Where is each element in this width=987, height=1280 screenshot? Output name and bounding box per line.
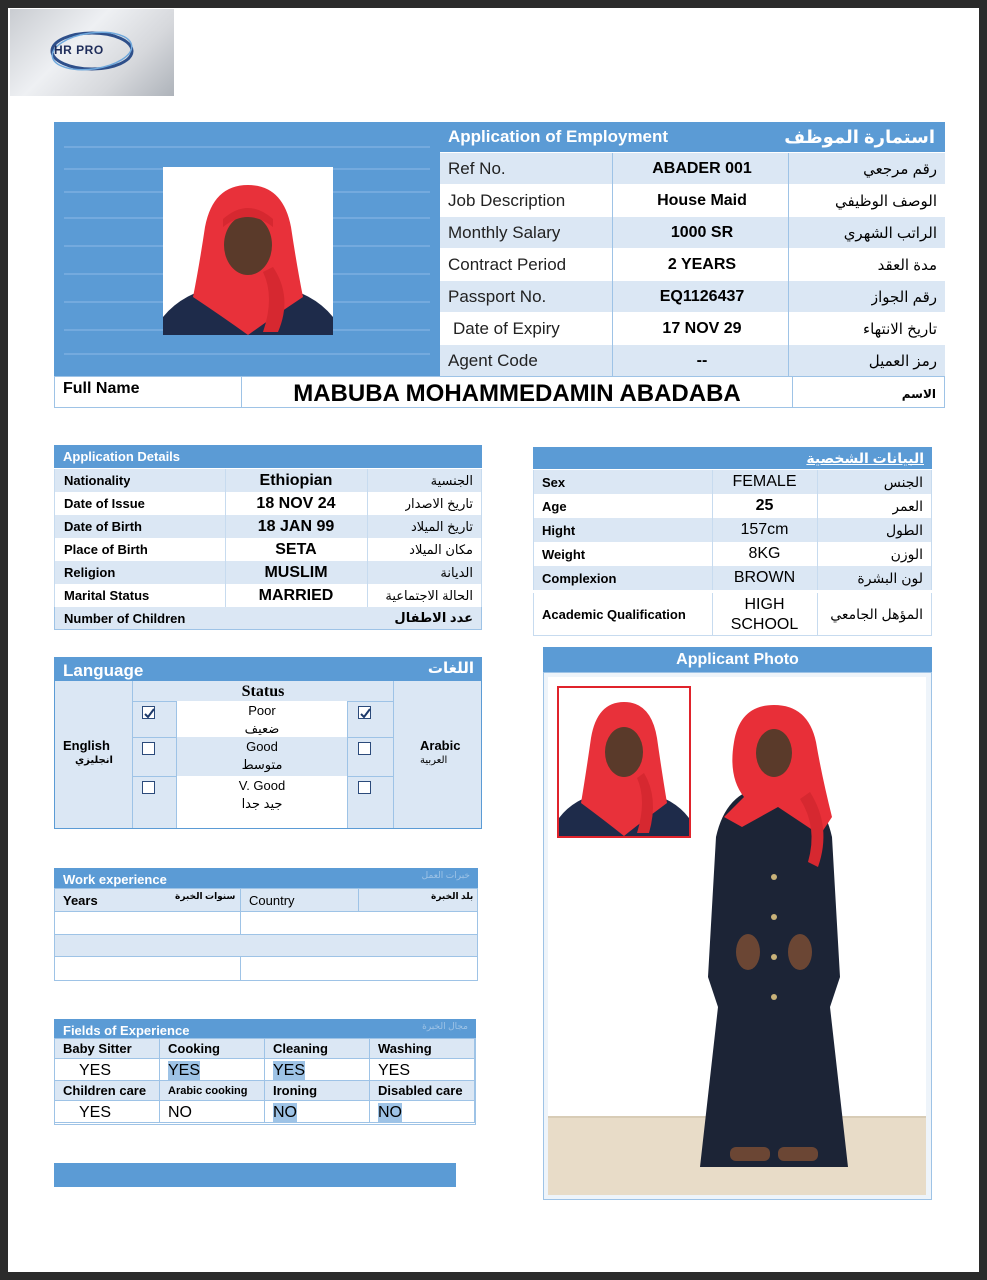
header-row-expiry (440, 313, 945, 344)
applicant-photo-frame (543, 672, 932, 1200)
logo-text: HR PRO (54, 43, 104, 57)
agent-code-label: Agent Code (448, 350, 538, 370)
job-description-label-ar: الوصف الوظيفي (835, 192, 937, 210)
work-experience-title: Work experience (63, 871, 167, 887)
applicant-photo-title: Applicant Photo (676, 650, 799, 668)
work-experience-title-ar: خبرات العمل (421, 869, 470, 880)
hr-pro-logo (10, 9, 174, 96)
english-label-ar: انجليزي (75, 755, 113, 766)
personal-row (533, 518, 932, 542)
field-label: Cooking (168, 1041, 220, 1056)
field-value: YES (79, 1104, 112, 1121)
detail-divider (367, 515, 368, 538)
detail-divider (367, 538, 368, 561)
work-row-1 (55, 911, 477, 912)
level-label-ar: ضعيف (244, 721, 280, 736)
detail-row (54, 584, 482, 607)
detail-label: Nationality (64, 473, 131, 488)
detail-divider (367, 469, 368, 492)
status-header: Status (241, 683, 285, 700)
country-header-ar: بلد الخبرة (431, 890, 474, 901)
application-details-title: Application Details (63, 449, 181, 464)
applicant-portrait (163, 167, 333, 335)
field-value: NO (273, 1104, 297, 1121)
detail-value: 18 NOV 24 (256, 494, 336, 512)
header-title-ar: استمارة الموظف (784, 126, 935, 147)
full-name-divider-2 (792, 377, 793, 407)
detail-label: Date of Birth (64, 519, 142, 534)
ref-no-value: ABADER 001 (652, 159, 752, 177)
field-label-cell (265, 1081, 370, 1100)
detail-label-ar: الجنسية (430, 472, 473, 488)
contract-period-value: 2 YEARS (667, 255, 737, 273)
personal-data-title-bar (533, 447, 932, 469)
personal-label: Weight (542, 546, 586, 562)
personal-row (533, 566, 932, 590)
detail-label: Marital Status (64, 588, 150, 603)
personal-label-ar: الجنس (883, 473, 923, 490)
full-name-value: MABUBA MOHAMMEDAMIN ABADABA (293, 380, 741, 407)
field-value-cell (265, 1058, 370, 1081)
check-icon (359, 707, 372, 720)
english-level-checkbox[interactable] (142, 742, 155, 755)
language-title: Language (63, 660, 144, 680)
full-name-label-ar: الاسم (901, 387, 936, 401)
arabic-cell (393, 681, 481, 828)
detail-row (54, 492, 482, 515)
field-label: Arabic cooking (168, 1084, 248, 1097)
field-value: NO (168, 1104, 192, 1121)
detail-divider (367, 584, 368, 607)
detail-label-ar: تاريخ الاصدار (404, 495, 473, 511)
field-value-cell (55, 1100, 160, 1123)
header-row-passport (440, 281, 945, 312)
level-label-ar: جيد جدا (241, 796, 283, 811)
english-label: English (63, 738, 110, 753)
field-label-cell (55, 1081, 160, 1100)
header-row-ref (440, 153, 945, 184)
level-label-ar: متوسط (241, 757, 283, 772)
personal-value: 8KG (748, 545, 781, 562)
language-table (55, 681, 481, 828)
header-divider-2 (788, 153, 789, 376)
english-level-checkbox[interactable] (142, 781, 155, 794)
field-label-cell (55, 1039, 160, 1058)
full-name-row (54, 376, 945, 408)
job-description-label: Job Description (448, 190, 566, 210)
fields-title-bar (54, 1019, 476, 1038)
detail-label-ar: الحالة الاجتماعية (385, 587, 473, 603)
personal-label: Hight (542, 522, 576, 538)
personal-label: Age (542, 498, 567, 514)
personal-label-ar: الطول (885, 521, 923, 538)
contract-period-label: Contract Period (448, 254, 567, 274)
years-header: Years (63, 892, 98, 908)
field-label-cell (370, 1081, 475, 1100)
field-label: Washing (378, 1041, 432, 1056)
field-value-cell (370, 1100, 475, 1123)
personal-divider (817, 494, 818, 518)
academic-value-line1: HIGH (744, 596, 785, 613)
personal-divider (817, 542, 818, 566)
detail-value: MUSLIM (264, 563, 328, 581)
personal-value: FEMALE (732, 473, 797, 490)
date-of-expiry-label-ar: تاريخ الانتهاء (863, 320, 937, 338)
field-label-cell (265, 1039, 370, 1058)
check-icon (143, 707, 156, 720)
header-row-salary (440, 217, 945, 248)
field-value: NO (378, 1104, 402, 1121)
field-value-cell (370, 1058, 475, 1081)
language-title-ar: اللغات (427, 660, 474, 677)
level-label: V. Good (238, 778, 286, 793)
field-value-cell (265, 1100, 370, 1123)
applicant-photo-title-bar (543, 647, 932, 672)
level-label: Poor (248, 703, 276, 718)
detail-label-ar: الديانة (440, 564, 473, 580)
detail-label: Religion (64, 565, 116, 580)
field-label: Children care (63, 1083, 147, 1098)
work-experience-title-bar (54, 868, 478, 888)
header-row-contract (440, 249, 945, 280)
field-label: Baby Sitter (63, 1041, 132, 1056)
personal-value: 157cm (740, 521, 789, 538)
application-details-title-bar (54, 445, 482, 468)
work-col-divider-2 (358, 889, 359, 911)
language-section (54, 657, 482, 829)
field-label: Cleaning (273, 1041, 328, 1056)
date-of-expiry-value: 17 NOV 29 (662, 319, 742, 337)
header-row-agent (440, 345, 945, 376)
field-value: YES (378, 1062, 411, 1079)
field-label: Disabled care (378, 1083, 463, 1098)
full-name-label: Full Name (63, 380, 140, 397)
field-label: Ironing (273, 1083, 318, 1098)
detail-divider (367, 492, 368, 515)
years-header-ar: سنوات الخبرة (175, 890, 236, 901)
footer-bar (54, 1163, 456, 1187)
detail-value: Ethiopian (259, 471, 333, 489)
header-title-bar (440, 122, 945, 152)
passport-no-label-ar: رقم الجواز (870, 288, 937, 306)
detail-value: SETA (275, 540, 317, 558)
passport-photo (557, 686, 691, 838)
detail-label: Place of Birth (64, 542, 148, 557)
detail-label-ar: تاريخ الميلاد (410, 518, 473, 534)
english-level-checkbox[interactable] (142, 706, 155, 719)
field-value: YES (79, 1062, 112, 1079)
detail-value: 18 JAN 99 (257, 517, 335, 535)
date-of-expiry-label: Date of Expiry (453, 318, 560, 338)
arabic-level-checkbox[interactable] (358, 781, 371, 794)
passport-no-value: EQ1126437 (659, 287, 745, 305)
detail-row (54, 561, 482, 584)
detail-row (54, 515, 482, 538)
arabic-level-checkbox[interactable] (358, 742, 371, 755)
agent-code-value: -- (696, 351, 708, 369)
header-title-en: Application of Employment (448, 127, 669, 146)
personal-label-ar: العمر (892, 497, 923, 514)
fields-title: Fields of Experience (63, 1022, 190, 1038)
personal-label: Complexion (542, 570, 617, 586)
ref-no-label: Ref No. (448, 158, 506, 178)
academic-value-line2: SCHOOL (730, 616, 799, 633)
job-description-value: House Maid (657, 191, 747, 209)
header-divider-1 (612, 153, 613, 376)
academic-value (712, 595, 817, 635)
agent-code-label-ar: رمز العميل (868, 352, 937, 370)
personal-divider (817, 470, 818, 494)
detail-label: Date of Issue (64, 496, 145, 511)
field-value-cell (55, 1058, 160, 1081)
detail-divider (367, 561, 368, 584)
academic-divider-2 (817, 593, 818, 635)
country-header: Country (249, 892, 295, 908)
employment-form-page (8, 8, 979, 1272)
arabic-level-checkbox[interactable] (358, 706, 371, 719)
personal-divider (817, 566, 818, 590)
level-cell (176, 737, 348, 776)
personal-label-ar: الوزن (890, 545, 923, 562)
monthly-salary-label-ar: الراتب الشهري (843, 224, 937, 242)
personal-label-ar: لون البشرة (857, 569, 923, 586)
personal-value: 25 (755, 497, 774, 514)
field-label-cell (160, 1039, 265, 1058)
personal-row (533, 542, 932, 566)
detail-value: MARRIED (258, 586, 334, 604)
work-row-2 (55, 934, 477, 957)
work-header-row (55, 889, 477, 911)
academic-label: Academic Qualification (542, 606, 686, 622)
fields-table (54, 1038, 476, 1125)
ref-no-label-ar: رقم مرجعي (863, 160, 937, 178)
level-label: Good (246, 739, 278, 754)
field-value: YES (168, 1062, 201, 1079)
personal-row (533, 470, 932, 494)
level-cell (176, 776, 348, 828)
monthly-salary-value: 1000 SR (670, 223, 734, 241)
detail-row (54, 538, 482, 561)
fields-title-ar: مجال الخبرة (422, 1020, 468, 1031)
children-label: Number of Children (64, 610, 186, 626)
field-label-cell (160, 1081, 265, 1100)
detail-label-ar: مكان الميلاد (409, 541, 473, 557)
personal-label: Sex (542, 474, 566, 490)
field-value: YES (273, 1062, 306, 1079)
field-label-cell (370, 1039, 475, 1058)
monthly-salary-label: Monthly Salary (448, 222, 561, 242)
english-cell (55, 681, 133, 828)
level-cell (176, 701, 348, 737)
detail-row (54, 469, 482, 492)
contract-period-label-ar: مدة العقد (877, 256, 937, 274)
academic-label-ar: المؤهل الجامعي (830, 605, 923, 622)
personal-value: BROWN (733, 569, 796, 586)
header-photo-panel (54, 122, 440, 376)
children-row (54, 607, 482, 630)
personal-row (533, 494, 932, 518)
personal-data-title-ar: البيانات الشخصية (806, 449, 924, 466)
personal-divider (817, 518, 818, 542)
arabic-label: Arabic (420, 738, 461, 753)
academic-row (533, 593, 932, 636)
arabic-label-ar: العربية (420, 755, 448, 766)
work-experience-table (54, 888, 478, 981)
header-row-job (440, 185, 945, 216)
field-value-cell (160, 1058, 265, 1081)
field-value-cell (160, 1100, 265, 1123)
children-label-ar: عدد الاطفال (394, 610, 473, 625)
passport-no-label: Passport No. (448, 286, 547, 306)
